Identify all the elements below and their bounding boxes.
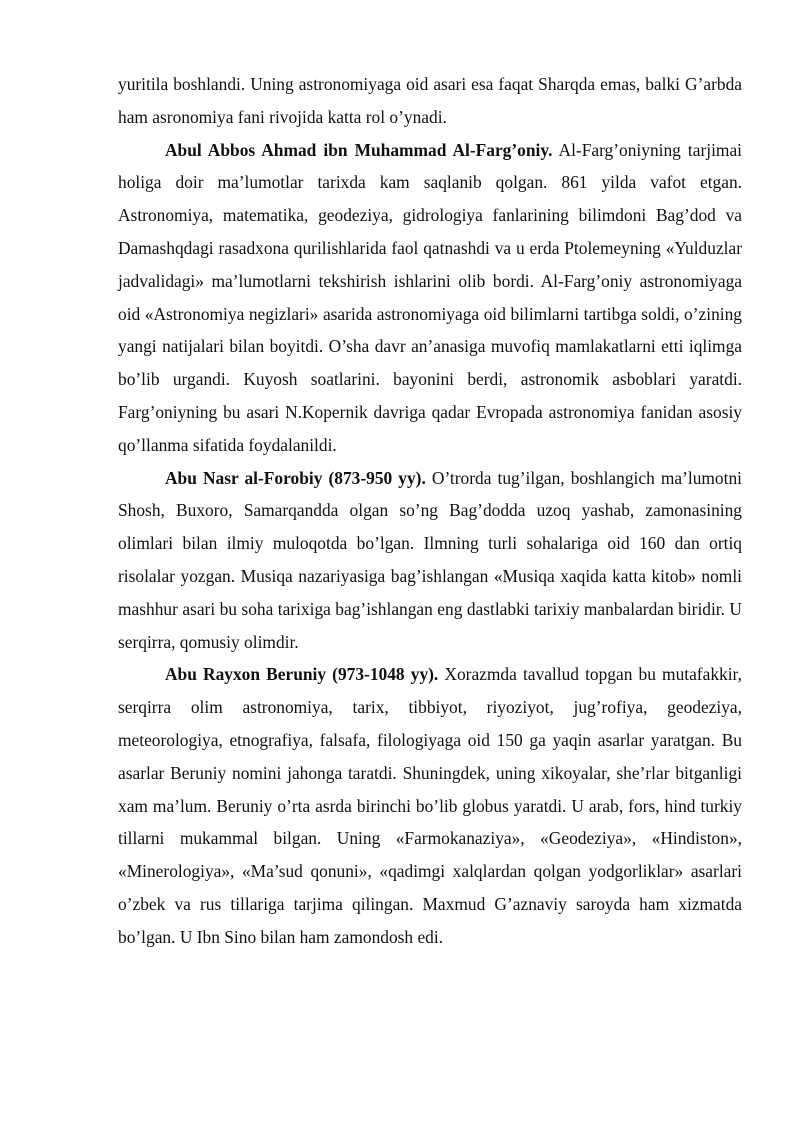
- paragraph-heading: Abu Nasr al-Forobiy (873-950 yy).: [165, 467, 426, 488]
- paragraph-continuation: [118, 68, 742, 134]
- paragraph-text: O’trorda tug’ilgan, boshlangich ma’lumotni Shosh, Buxoro, Samarqandda olgan so’ng Bag’dodda uzoq yashab, zamonasining olimlari bilan ilmiy muloqotda bo’lgan. Ilmning turli sohalariga oid 160 dan ortiq risolalar yozgan. Musiqa nazariyasiga bag’ishlangan «Musiqa xaqida katta kitob» nomli mashhur asari bu soha tarixiga bag’ishlangan eng dastlabki tarixiy manbalardan biridir. U serqirra, qomusiy olimdir.: [118, 467, 742, 652]
- paragraph-heading: Abu Rayxon Beruniy (973-1048 yy).: [165, 664, 439, 685]
- paragraph-text: yuritila boshlandi. Uning astronomiyaga oid asari esa faqat Sharqda emas, balki G’arbda ham asronomiya fani rivojida katta rol o’ynadi.: [118, 74, 742, 127]
- paragraph-al-fargoniy: [118, 134, 742, 462]
- paragraph-al-forobiy: [118, 462, 742, 659]
- paragraph-text: Al-Farg’oniyning tarjimai holiga doir ma’lumotlar tarixda kam saqlanib qolgan. 861 yilda vafot etgan. Astronomiya, matematika, geodeziya, gidrologiya fanlarining bilimdoni Bag’dod va Damashqdagi rasadxona qurilishlarida faol qatnashdi va u erda Ptolemeyning «Yulduzlar jadvalidagi» ma’lumotlarni tekshirish ishlarini olib bordi. Al-Farg’oniy astronomiyaga oid «Astronomiya negizlari» asarida astronomiyaga oid bilimlarni tartibga soldi, o’zining yangi natijalari bilan boyitdi. O’sha davr an’anasiga muvofiq mamlakatlarni etti iqlimga bo’lib urgandi. Kuyosh soatlarini. bayonini berdi, astronomik asboblari yaratdi. Farg’oniyning bu asari N.Kopernik davriga qadar Evropada astronomiya fanidan asosiy qo’llanma sifatida foydalanildi.: [118, 139, 742, 455]
- paragraph-text: Xorazmda tavallud topgan bu mutafakkir, serqirra olim astronomiya, tarix, tibbiyot, riyoziyot, jug’rofiya, geodeziya, meteorologiya, etnografiya, falsafa, filologiyaga oid 150 ga yaqin asarlar yaratgan. Bu asarlar Beruniy nomini jahonga taratdi. Shuningdek, uning xikoyalar, she’rlar bitganligi xam ma’lum. Beruniy o’rta asrda birinchi bo’lib globus yaratdi. U arab, fors, hind turkiy tillarni mukammal bilgan. Uning «Farmokanaziya», «Geodeziya», «Hindiston», «Minerologiya», «Ma’sud qonuni», «qadimgi xalqlardan qolgan yodgorliklar» asarlari o’zbek va rus tillariga tarjima qilingan. Maxmud G’aznaviy saroyda ham xizmatda bo’lgan. U Ibn Sino bilan ham zamondosh edi.: [118, 664, 742, 947]
- paragraph-beruniy: [118, 658, 742, 953]
- paragraph-heading: Abul Abbos Ahmad ibn Muhammad Al-Farg’oniy.: [165, 139, 553, 160]
- document-page: [118, 68, 742, 954]
